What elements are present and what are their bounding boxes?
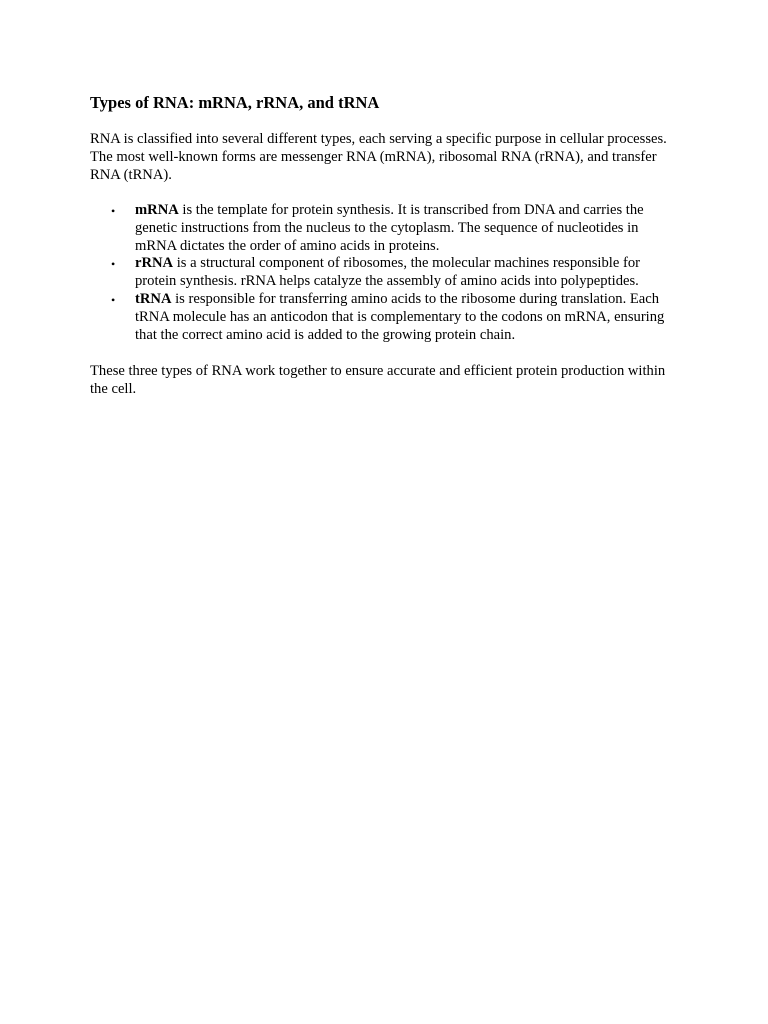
rna-types-list [90, 202, 676, 344]
list-item-text: is the template for protein synthesis. It is transcribed from DNA and carries the genetic instructions from the nucleus to the cytoplasm. The sequence of nucleotides in mRNA dictates the order of amino acids in proteins. [135, 202, 644, 254]
closing-paragraph: These three types of RNA work together to ensure accurate and efficient protein production within the cell. [90, 363, 666, 398]
list-item-trna [90, 291, 676, 344]
intro-paragraph: RNA is classified into several different types, each serving a specific purpose in cellular processes. The most well-known forms are messenger RNA (mRNA), ribosomal RNA (rRNA), and transfer RNA (tRNA). [90, 131, 667, 183]
list-item-term: rRNA [135, 255, 174, 272]
list-item-term: tRNA [135, 290, 172, 307]
bullet-icon: • [111, 292, 116, 307]
list-item-rrna [90, 255, 676, 291]
list-item-term: mRNA [135, 202, 179, 218]
bullet-icon: • [111, 204, 116, 218]
list-item-mrna [90, 202, 676, 255]
document-title: Types of RNA: mRNA, rRNA, and tRNA [90, 93, 380, 112]
bullet-icon: • [111, 257, 116, 272]
list-item-text: is responsible for transferring amino acids to the ribosome during translation. Each tRNA molecule has an anticodon that is complementary to the codons on mRNA, ensuring that the correct amino acid is added to the growing protein chain. [135, 290, 665, 343]
list-item-text: is a structural component of ribosomes, the molecular machines responsible for protein synthesis. rRNA helps catalyze the assembly of amino acids into polypeptides. [135, 255, 640, 290]
